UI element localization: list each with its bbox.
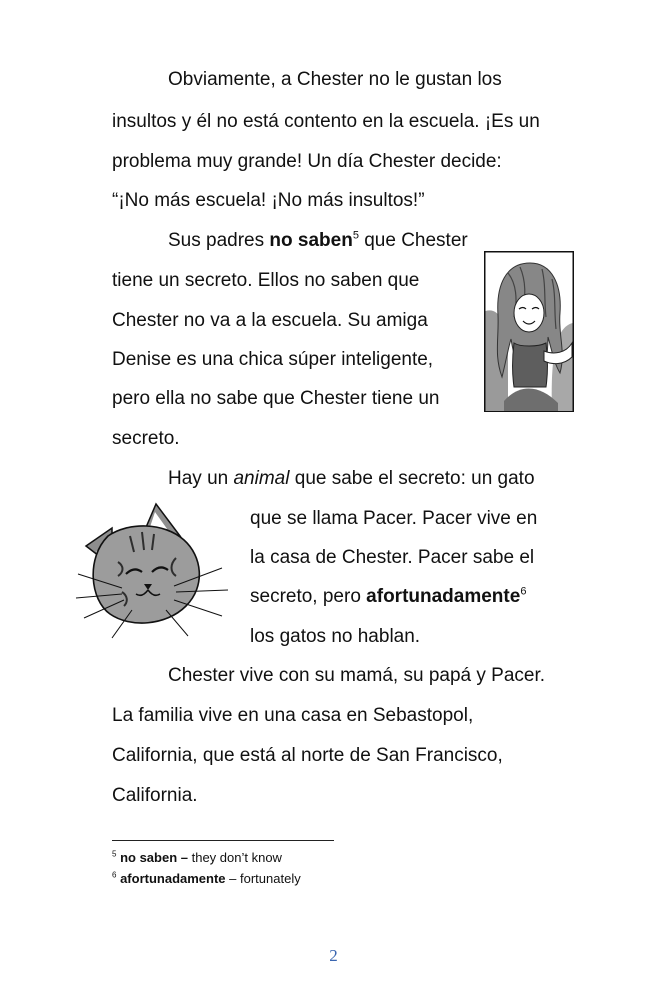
- paragraph-4-line-1: Chester vive con su mamá, su papá y Pacer.: [168, 665, 546, 686]
- footnote-ref: 6: [520, 585, 527, 598]
- vocab-term: afortunadamente: [366, 586, 521, 607]
- vocab-term: no saben: [269, 230, 353, 251]
- paragraph-3-line-1: [168, 467, 535, 491]
- paragraph-2-line-3: Chester no va a la escuela. Su amiga: [112, 310, 428, 331]
- footnote-divider: [112, 840, 334, 841]
- girl-illustration: [484, 251, 574, 412]
- paragraph-4-line-3: California, que está al norte de San Francisco,: [112, 745, 503, 766]
- footnote-ref: 5: [352, 229, 359, 242]
- paragraph-2-line-5: pero ella no sabe que Chester tiene un: [112, 388, 440, 409]
- paragraph-4-line-4: California.: [112, 785, 198, 806]
- paragraph-2-line-4: Denise es una chica súper inteligente,: [112, 349, 434, 370]
- paragraph-3-line-2: que se llama Pacer. Pacer vive en: [250, 508, 538, 529]
- paragraph-3-line-5: los gatos no hablan.: [250, 626, 421, 647]
- footnote-term: no saben –: [120, 850, 188, 865]
- text: que Chester: [358, 230, 468, 251]
- paragraph-3-line-4: [250, 585, 526, 609]
- paragraph-1-line-2: insultos y él no está contento en la escuela. ¡Es un: [112, 111, 540, 132]
- text: Hay un: [168, 468, 234, 489]
- footnote-gloss: – fortunately: [225, 871, 301, 886]
- paragraph-2-line-2: tiene un secreto. Ellos no saben que: [112, 270, 420, 291]
- emphasis: animal: [233, 468, 290, 489]
- cat-illustration: [72, 502, 242, 642]
- paragraph-3-line-3: la casa de Chester. Pacer sabe el: [250, 547, 535, 568]
- footnote-term: afortunadamente: [120, 871, 226, 886]
- paragraph-2-line-6: secreto.: [112, 428, 180, 449]
- paragraph-4-line-2: La familia vive en una casa en Sebastopol,: [112, 705, 474, 726]
- text: secreto, pero: [250, 586, 367, 607]
- text: Sus padres: [168, 230, 270, 251]
- footnote-6: [112, 870, 301, 887]
- footnote-number: 6: [112, 870, 117, 880]
- text: que sabe el secreto: un gato: [289, 468, 535, 489]
- paragraph-1-line-3: problema muy grande! Un día Chester decide:: [112, 151, 502, 172]
- paragraph-1-line-4: “¡No más escuela! ¡No más insultos!”: [112, 190, 425, 211]
- footnote-5: [112, 849, 282, 866]
- footnote-gloss: they don’t know: [188, 850, 282, 865]
- paragraph-1-line-1: Obviamente, a Chester no le gustan los: [168, 69, 502, 90]
- page-number: 2: [329, 946, 338, 965]
- footnote-number: 5: [112, 849, 117, 859]
- paragraph-2-line-1: [168, 229, 468, 253]
